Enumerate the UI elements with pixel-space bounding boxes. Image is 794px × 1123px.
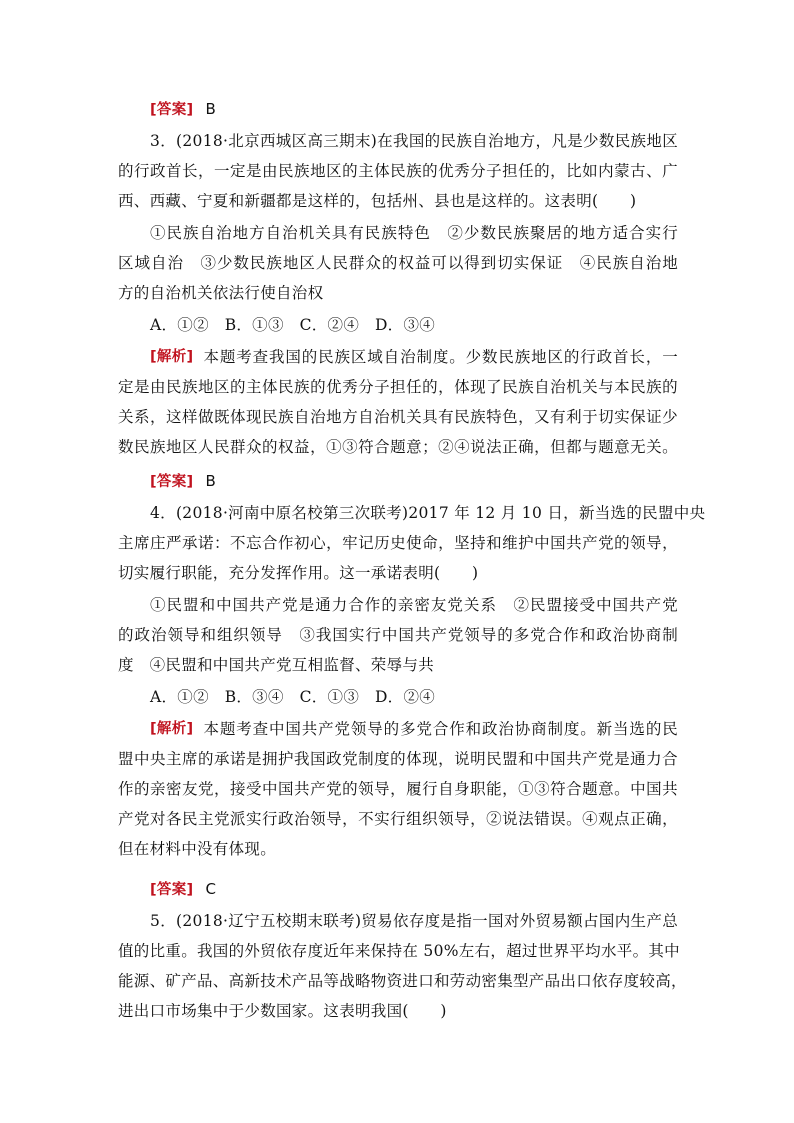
question-3-choices: A．①② B．①③ C．②④ D．③④ <box>150 316 436 334</box>
answer-line <box>150 470 710 493</box>
question-4-analysis-line: 但在材料中没有体现。 <box>118 840 277 858</box>
answer-value: B <box>205 472 217 490</box>
answer-tag: [答案] <box>150 474 194 490</box>
analysis-tag: [解析] <box>150 721 194 737</box>
question-3-line: 西、西藏、宁夏和新疆都是这样的，包括州、县也是这样的。这表明( ) <box>118 192 637 210</box>
answer-tag: [答案] <box>150 882 194 898</box>
answer-tag: [答案] <box>150 102 194 118</box>
question-4-option-line: 度 ④民盟和中国共产党互相监督、荣辱与共 <box>118 656 435 674</box>
question-3-line: 的行政首长，一定是由民族地区的主体民族的优秀分子担任的，比如内蒙古、广 <box>118 162 678 180</box>
question-4-choices: A．①② B．③④ C．①③ D．②④ <box>150 688 436 706</box>
analysis-text: 本题考查中国共产党领导的多党合作和政治协商制度。新当选的民 <box>203 720 678 738</box>
question-3-analysis-line: 定是由民族地区的主体民族的优秀分子担任的，体现了民族自治机关与本民族的 <box>118 378 678 396</box>
question-4-line: 主席庄严承诺：不忘合作初心，牢记历史使命，坚持和维护中国共产党的领导， <box>118 534 678 552</box>
question-3-analysis-line <box>150 346 678 368</box>
answer-line <box>150 98 710 121</box>
analysis-text: 本题考查我国的民族区域自治制度。少数民族地区的行政首长，一 <box>203 348 678 366</box>
answer-line <box>150 878 710 901</box>
question-3-option-line: 方的自治机关依法行使自治权 <box>118 284 324 302</box>
question-3-line: 3．(2018·北京西城区高三期末)在我国的民族自治地方，凡是少数民族地区 <box>150 132 678 150</box>
question-4-option-line: 的政治领导和组织领导 ③我国实行中国共产党领导的多党合作和政治协商制 <box>118 626 678 644</box>
answer-value: C <box>205 880 217 898</box>
question-4-analysis-line: 作的亲密友党，接受中国共产党的领导，履行自身职能，①③符合题意。中国共 <box>118 780 678 798</box>
question-3-option-line: 区域自治 ③少数民族地区人民群众的权益可以得到切实保证 ④民族自治地 <box>118 254 678 272</box>
question-5-line: 值的比重。我国的外贸依存度近年来保持在 50%左右，超过世界平均水平。其中 <box>118 942 680 960</box>
question-4-analysis-line: 产党对各民主党派实行政治领导，不实行组织领导，②说法错误。④观点正确， <box>118 810 678 828</box>
question-3-analysis-line: 数民族地区人民群众的权益，①③符合题意；②④说法正确，但都与题意无关。 <box>118 438 678 456</box>
question-5-line: 进出口市场集中于少数国家。这表明我国( ) <box>118 1002 447 1020</box>
question-5-line: 能源、矿产品、高新技术产品等战略物资进口和劳动密集型产品出口依存度较高， <box>118 972 687 990</box>
question-4-analysis-line <box>150 718 678 740</box>
question-4-analysis-line: 盟中央主席的承诺是拥护我国政党制度的体现，说明民盟和中国共产党是通力合 <box>118 750 678 768</box>
question-4-line: 4．(2018·河南中原名校第三次联考)2017 年 12 月 10 日，新当选的民盟中央 <box>150 504 706 522</box>
question-3-analysis-line: 关系，这样做既体现民族自治地方自治机关具有民族特色，又有利于切实保证少 <box>118 408 678 426</box>
question-3-option-line: ①民族自治地方自治机关具有民族特色 ②少数民族聚居的地方适合实行 <box>150 224 678 242</box>
question-5-line: 5．(2018·辽宁五校期末联考)贸易依存度是指一国对外贸易额占国内生产总 <box>150 912 678 930</box>
question-4-option-line: ①民盟和中国共产党是通力合作的亲密友党关系 ②民盟接受中国共产党 <box>150 596 678 614</box>
analysis-tag: [解析] <box>150 349 194 365</box>
question-4-line: 切实履行职能，充分发挥作用。这一承诺表明( ) <box>118 564 479 582</box>
answer-value: B <box>205 100 217 118</box>
